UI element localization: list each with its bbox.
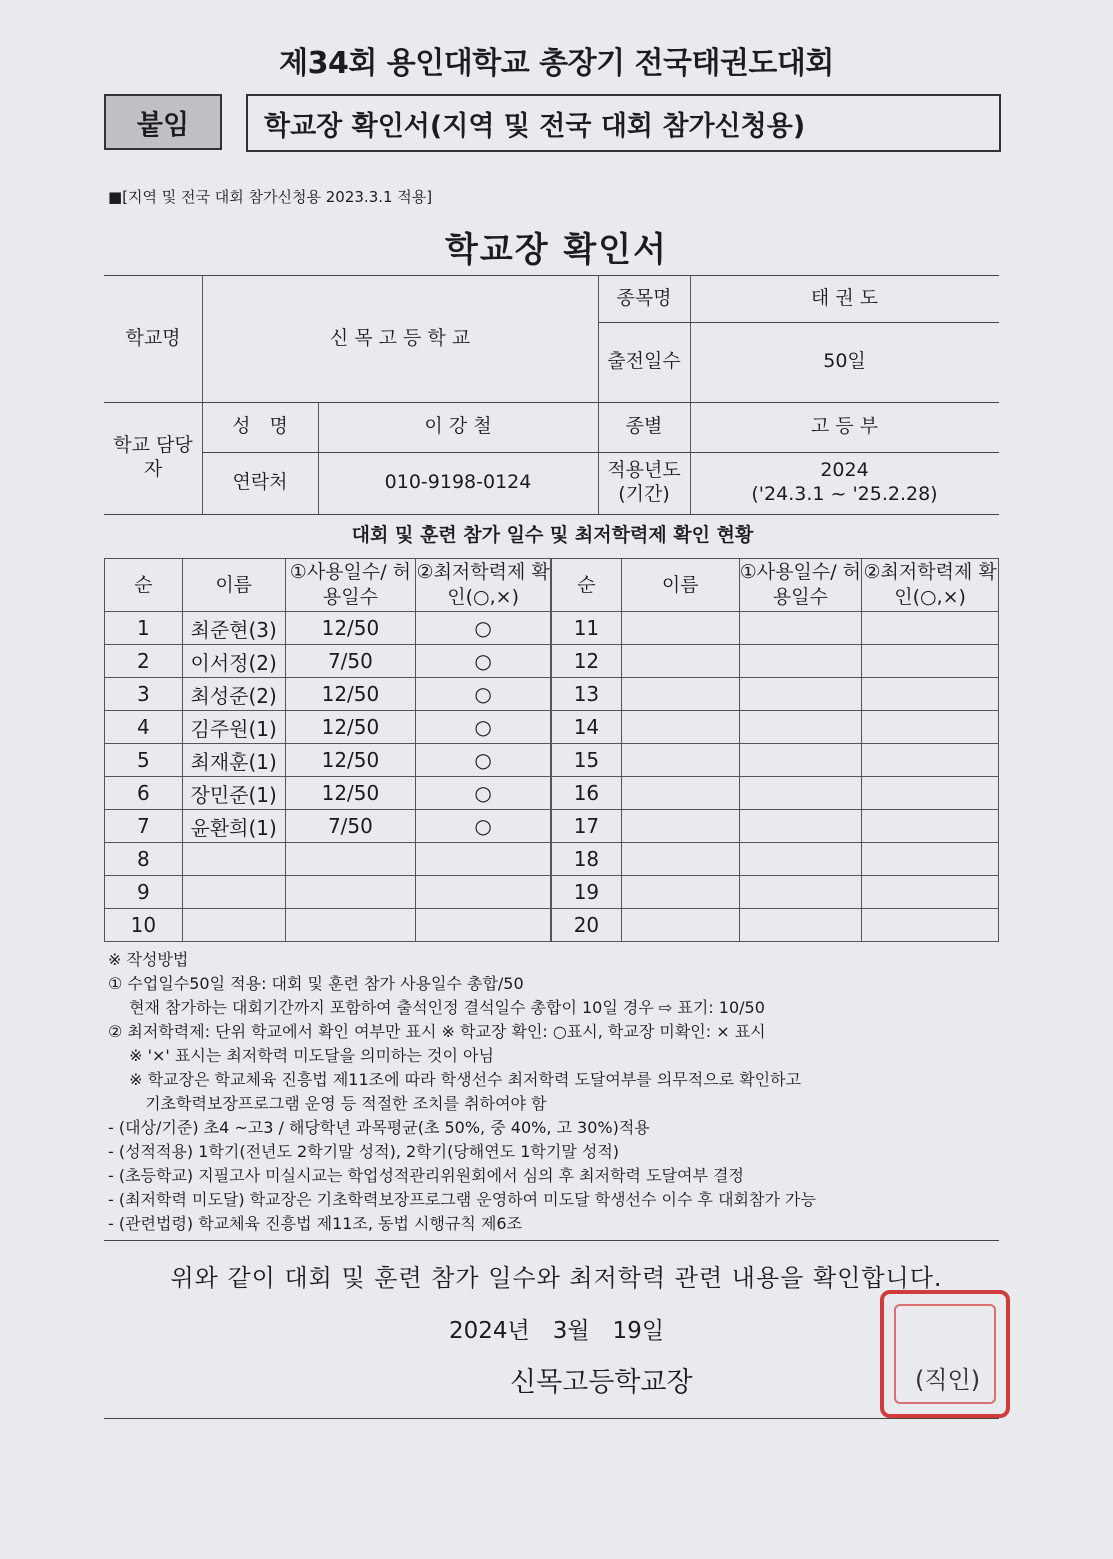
cell-empty	[621, 777, 739, 810]
cell-empty	[621, 909, 739, 942]
attachment-label: 붙임	[104, 94, 222, 150]
table-row	[105, 876, 551, 909]
cell-name: 김주원(1)	[182, 711, 285, 744]
cell-empty	[862, 645, 999, 678]
table-row	[552, 909, 999, 942]
instruction-line: 현재 참가하는 대회기간까지 포함하여 출석인정 결석일수 총합이 10일 경우 ⇨ 표기: 10/50	[108, 998, 765, 1017]
table-row	[105, 909, 551, 942]
header-no: 순	[105, 559, 183, 612]
cell-check: ○	[416, 711, 551, 744]
cell-empty	[739, 744, 862, 777]
section-title: 대회 및 훈련 참가 일수 및 최저학력제 확인 현황	[351, 524, 754, 546]
cell-check	[416, 909, 551, 942]
instruction-line: ① 수업일수50일 적용: 대회 및 훈련 참가 사용일수 총합/50	[108, 974, 524, 993]
period-value: ('24.3.1 ~ '25.2.28)	[751, 483, 938, 505]
header-check: ②최저학력제 확인(○,×)	[862, 559, 999, 612]
table-row	[552, 612, 999, 645]
cell-empty	[862, 843, 999, 876]
cell-days: 7/50	[285, 810, 416, 843]
cell-empty	[739, 645, 862, 678]
table-row	[105, 810, 551, 843]
days-label: 출전일수	[607, 350, 681, 373]
table-row	[105, 645, 551, 678]
cell-no: 11	[552, 612, 622, 645]
table-row	[552, 711, 999, 744]
cell-days: 12/50	[285, 612, 416, 645]
cell-empty	[862, 777, 999, 810]
table-row	[552, 744, 999, 777]
instruction-line: ※ '×' 표시는 최저학력 미도달을 의미하는 것이 아님	[108, 1046, 494, 1065]
cell-empty	[621, 711, 739, 744]
table-row	[552, 843, 999, 876]
cell-empty	[739, 777, 862, 810]
cell-days	[285, 876, 416, 909]
cell-no: 15	[552, 744, 622, 777]
table-row	[552, 876, 999, 909]
instruction-line: ※ 작성방법	[108, 950, 189, 969]
attachment-title: 학교장 확인서(지역 및 전국 대회 참가신청용)	[246, 94, 1001, 152]
cell-days: 12/50	[285, 678, 416, 711]
table-row	[105, 612, 551, 645]
cell-name	[182, 876, 285, 909]
instruction-line: 기초학력보장프로그램 운영 등 적절한 조치를 취하여야 함	[108, 1094, 547, 1113]
cell-no: 8	[105, 843, 183, 876]
table-row	[105, 678, 551, 711]
cell-empty	[739, 909, 862, 942]
contact-label: 연락처	[232, 471, 288, 494]
table-row	[552, 777, 999, 810]
cell-check: ○	[416, 645, 551, 678]
school-name-value: 신 목 고 등 학 교	[329, 326, 471, 349]
instructions	[108, 948, 1008, 1236]
cell-empty	[621, 645, 739, 678]
sport-label: 종목명	[616, 286, 672, 309]
contact-value: 010-9198-0124	[384, 471, 532, 494]
cell-check: ○	[416, 744, 551, 777]
cell-name: 최준현(3)	[182, 612, 285, 645]
cell-name	[182, 843, 285, 876]
cell-check: ○	[416, 810, 551, 843]
cell-days: 12/50	[285, 744, 416, 777]
cell-no: 6	[105, 777, 183, 810]
instruction-line: ※ 학교장은 학교체육 진흥법 제11조에 따라 학생선수 최저학력 도달여부를 의무적으로 확인하고	[108, 1070, 802, 1089]
document-title: 학교장 확인서	[445, 230, 668, 270]
table-header-row	[105, 559, 551, 612]
cell-check: ○	[416, 678, 551, 711]
cell-empty	[862, 744, 999, 777]
cell-empty	[862, 711, 999, 744]
cell-no: 18	[552, 843, 622, 876]
cell-name: 이서정(2)	[182, 645, 285, 678]
instruction-line: - (최저학력 미도달) 학교장은 기초학력보장프로그램 운영하여 미도달 학생선수 이수 후 대회참가 가능	[108, 1190, 816, 1209]
cell-no: 20	[552, 909, 622, 942]
applicability-note: ■[지역 및 전국 대회 참가신청용 2023.3.1 적용]	[108, 188, 433, 206]
cell-check: ○	[416, 777, 551, 810]
year-cell	[690, 452, 999, 514]
year-label: 적용년도 (기간)	[607, 459, 681, 505]
table-row	[552, 810, 999, 843]
cell-empty	[862, 612, 999, 645]
cell-empty	[862, 678, 999, 711]
table-row	[105, 711, 551, 744]
staff-label: 학교 담당자	[113, 434, 193, 480]
header-name: 이름	[182, 559, 285, 612]
cell-no: 3	[105, 678, 183, 711]
cell-empty	[621, 843, 739, 876]
cell-no: 19	[552, 876, 622, 909]
instruction-line: ② 최저학력제: 단위 학교에서 확인 여부만 표시 ※ 학교장 확인: ○표시, 학교장 미확인: × 표시	[108, 1022, 766, 1041]
cell-name: 윤환희(1)	[182, 810, 285, 843]
year-value: 2024	[820, 459, 869, 482]
name-label: 성 명	[232, 415, 288, 438]
name-value: 이 강 철	[424, 415, 492, 438]
header-name: 이름	[621, 559, 739, 612]
instruction-line: - (성적적용) 1학기(전년도 2학기말 성적), 2학기(당해연도 1학기말 성적)	[108, 1142, 620, 1161]
cell-no: 4	[105, 711, 183, 744]
cell-empty	[621, 876, 739, 909]
instruction-line: - (초등학교) 지필고사 미실시교는 학업성적관리위원회에서 심의 후 최저학력 도달여부 결정	[108, 1166, 744, 1185]
cell-no: 10	[105, 909, 183, 942]
cell-name: 최성준(2)	[182, 678, 285, 711]
instruction-line: - (관련법령) 학교체육 진흥법 제11조, 동법 시행규칙 제6조	[108, 1214, 523, 1233]
header-days: ①사용일수/ 허용일수	[285, 559, 416, 612]
cell-check: ○	[416, 612, 551, 645]
cell-days: 12/50	[285, 777, 416, 810]
cell-check	[416, 843, 551, 876]
issue-date: 2024년 3월 19일	[448, 1318, 665, 1344]
table-row	[552, 678, 999, 711]
cell-no: 13	[552, 678, 622, 711]
stamp-label: (직인)	[915, 1366, 981, 1394]
school-name-label: 학교명	[125, 326, 181, 349]
cell-empty	[739, 612, 862, 645]
event-title: 제34회 용인대학교 총장기 전국태권도대회	[279, 46, 834, 81]
cell-empty	[739, 678, 862, 711]
header-check: ②최저학력제 확인(○,×)	[416, 559, 551, 612]
cell-empty	[862, 810, 999, 843]
confirmation-statement: 위와 같이 대회 및 훈련 참가 일수와 최저학력 관련 내용을 확인합니다.	[170, 1264, 943, 1292]
cell-no: 12	[552, 645, 622, 678]
cell-empty	[739, 810, 862, 843]
cell-empty	[621, 744, 739, 777]
cell-no: 7	[105, 810, 183, 843]
cell-empty	[739, 711, 862, 744]
table-header-row	[552, 559, 999, 612]
table-row	[105, 843, 551, 876]
cell-no: 2	[105, 645, 183, 678]
cell-days	[285, 843, 416, 876]
cell-no: 14	[552, 711, 622, 744]
cell-empty	[621, 810, 739, 843]
cell-check	[416, 876, 551, 909]
cell-no: 16	[552, 777, 622, 810]
header-no: 순	[552, 559, 622, 612]
cell-name: 장민준(1)	[182, 777, 285, 810]
cell-empty	[739, 876, 862, 909]
instruction-line: - (대상/기준) 초4 ~고3 / 해당학년 과목평균(초 50%, 중 40%, 고 30%)적용	[108, 1118, 650, 1137]
table-row	[105, 777, 551, 810]
cell-no: 5	[105, 744, 183, 777]
cell-days: 7/50	[285, 645, 416, 678]
cell-name	[182, 909, 285, 942]
cell-name: 최재훈(1)	[182, 744, 285, 777]
days-value: 50일	[823, 350, 866, 373]
cell-empty	[739, 843, 862, 876]
cell-no: 1	[105, 612, 183, 645]
roster-table-left	[104, 558, 551, 942]
cell-no: 9	[105, 876, 183, 909]
sport-value: 태 권 도	[810, 286, 879, 309]
cell-empty	[862, 909, 999, 942]
cell-days	[285, 909, 416, 942]
division-value: 고 등 부	[810, 415, 879, 438]
cell-days: 12/50	[285, 711, 416, 744]
table-row	[552, 645, 999, 678]
division-label: 종별	[625, 415, 663, 438]
cell-empty	[862, 876, 999, 909]
header-days: ①사용일수/ 허용일수	[739, 559, 862, 612]
cell-no: 17	[552, 810, 622, 843]
cell-empty	[621, 678, 739, 711]
official-seal	[880, 1290, 1010, 1418]
roster-table-right	[551, 558, 999, 942]
cell-empty	[621, 612, 739, 645]
table-row	[105, 744, 551, 777]
principal-signature: 신목고등학교장	[510, 1367, 693, 1398]
